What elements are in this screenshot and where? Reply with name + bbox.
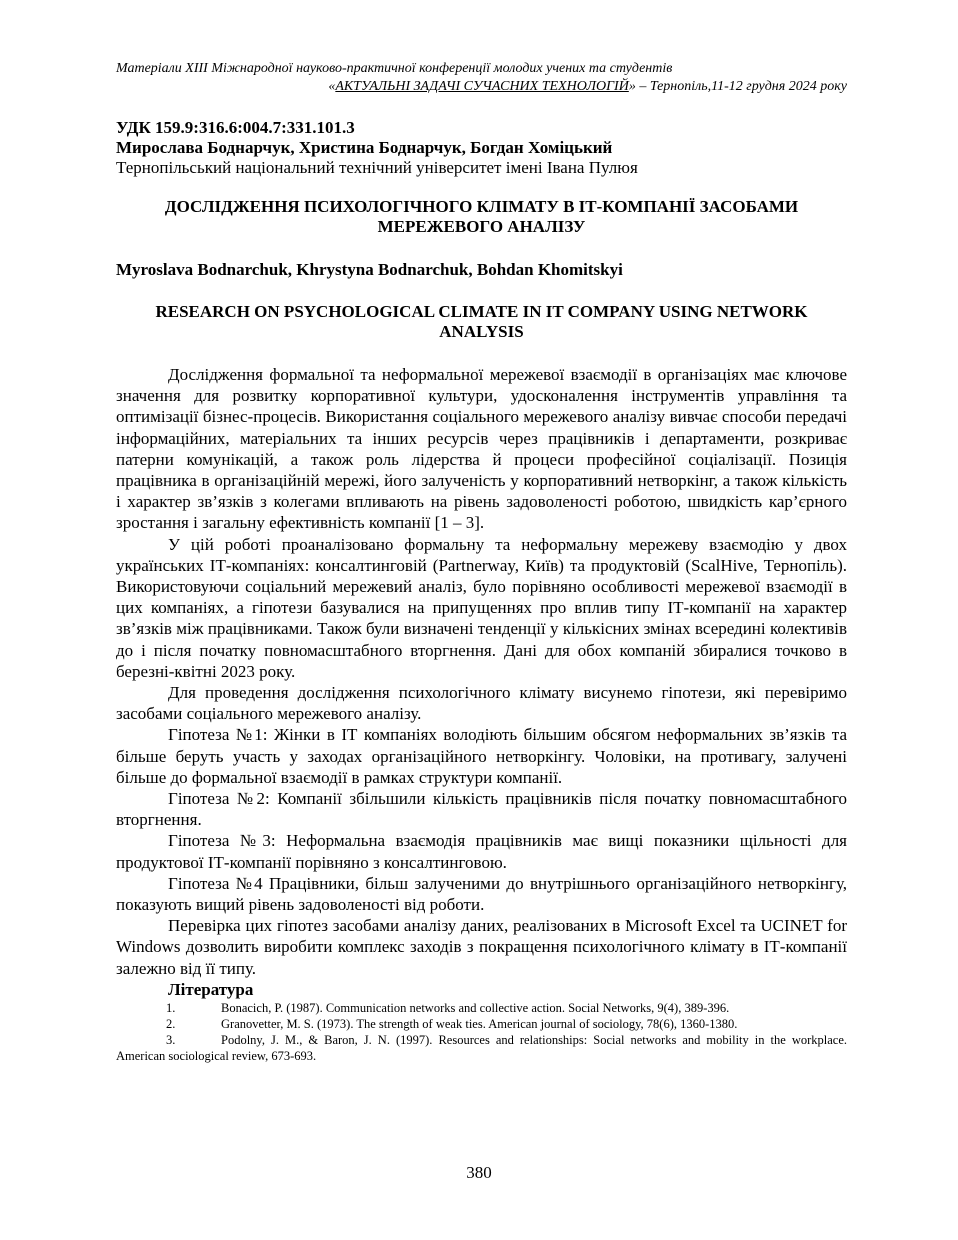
reference-text: Bonacich, P. (1987). Communication networks and collective action. Social Networks, 9(4), 389-396. [221,1001,730,1016]
reference-text: Podolny, J. M., & Baron, J. N. (1997). Resources and relationships: Social networks and mobility in the workplace. American sociological review, 673-693. [116,1033,847,1064]
header-quote-open: « [328,79,336,94]
title-en-line1: RESEARCH ON PSYCHOLOGICAL CLIMATE IN IT COMPANY USING NETWORK [155,302,808,321]
paragraph: У цій роботі проаналізовано формальну та неформальну мережеву взаємодію у двох українських ІТ-компаніях: консалтинговій (Partnerway, Київ) та продуктовій (ScalHive, Тернопіль). Використовуючи соціальний мережевий аналіз, було порівняно особливості мережевої взаємодії в цих компаніях, а гіпотези базувалися на припущеннях про вплив типу ІТ-компанії на характер зв’язків між працівниками. Також були визначені тенденції у кількісних змінах всередині колективів до і після початку повномасштабного вторгнення. Дані для обох компаній збиралися точково в березні-квітні 2023 року. [116,534,847,681]
udk-code: УДК 159.9:316.6:004.7:331.101.3 [116,118,355,137]
reference-text: Granovetter, M. S. (1973). The strength of weak ties. American journal of sociology, 78(6), 1360-1380. [221,1017,738,1032]
paragraph: Гіпотеза №2: Компанії збільшили кількість працівників після початку повномасштабного вторгнення. [116,789,847,830]
reference-item [116,1032,847,1064]
reference-item [116,1016,847,1032]
paragraph: Гіпотеза №3: Неформальна взаємодія працівників має вищі показники щільності для продуктової ІТ-компанії порівняно з консалтинговою. [116,831,847,872]
references-list [116,1000,847,1064]
reference-item [116,1000,847,1016]
reference-number: 2. [166,1017,176,1032]
running-header-line2 [116,78,847,96]
paragraph: Дослідження формальної та неформальної мережевої взаємодії в організаціях має ключове значення для розвитку корпоративної культури, удосконалення інструментів управління та оптимізації бізнес-процесів. Використання соціального мережевого аналізу вивчає способи передачі інформаційних, матеріальних та інших ресурсів через працівників і департаменти, розкриває патерни комунікацій, а також роль лідерства й процеси професійної соціалізації. Позиція працівника в організаційній мережі, його залученість у корпоративний нетворкінг, а також кількість і характер зв’язків з колегами впливають на рівень задоволеності роботою, швидкість кар’єрного зростання і загальну ефективність компанії [1 – 3]. [116,365,847,533]
paragraph: Гіпотеза №1: Жінки в ІТ компаніях володіють більшим обсягом неформальних зв’язків та більше беруть участь у заходах організаційного нетворкінгу. Чоловіки, на противагу, залучені більше до формальної взаємодії в рамках структури компанії. [116,725,847,787]
article-body [116,364,847,1064]
affiliation: Тернопільський національний технічний університет імені Івана Пулюя [116,158,638,177]
reference-number: 3. [166,1033,176,1048]
conference-place-date: » – Тернопіль,11-12 грудня 2024 року [628,79,847,94]
reference-number: 1. [166,1001,176,1016]
title-ua-line1: ДОСЛІДЖЕННЯ ПСИХОЛОГІЧНОГО КЛІМАТУ В ІТ-КОМПАНІЇ ЗАСОБАМИ [164,197,799,216]
references-title: Література [168,979,254,999]
paragraph: Перевірка цих гіпотез засобами аналізу даних, реалізованих в Microsoft Excel та UCINET for Windows дозволить виробити комплекс заходів з покращення психологічного клімату в ІТ-компанії залежно від її типу. [116,916,847,978]
title-ua-line2: МЕРЕЖЕВОГО АНАЛІЗУ [377,217,586,236]
page-number: 380 [466,1163,492,1182]
title-en-line2: ANALYSIS [439,322,524,341]
conference-name: АКТУАЛЬНІ ЗАДАЧІ СУЧАСНИХ ТЕХНОЛОГІЙ [335,79,629,94]
paragraph: Для проведення дослідження психологічного клімату висунемо гіпотези, які перевіримо засобами соціального мережевого аналізу. [116,683,847,724]
running-header-line1: Матеріали XIII Міжнародної науково-практичної конференції молодих учених та студентів [116,61,673,76]
authors-ua: Мирослава Боднарчук, Христина Боднарчук, Богдан Хоміцький [116,138,613,157]
running-header [116,60,847,96]
title-en [116,302,847,342]
paragraph: Гіпотеза №4 Працівники, більш залученими до внутрішнього організаційного нетворкінгу, показують вищий рівень задоволеності від роботи. [116,873,847,915]
title-ua [116,197,847,237]
authors-en: Myroslava Bodnarchuk, Khrystyna Bodnarchuk, Bohdan Khomitskyi [116,260,623,279]
